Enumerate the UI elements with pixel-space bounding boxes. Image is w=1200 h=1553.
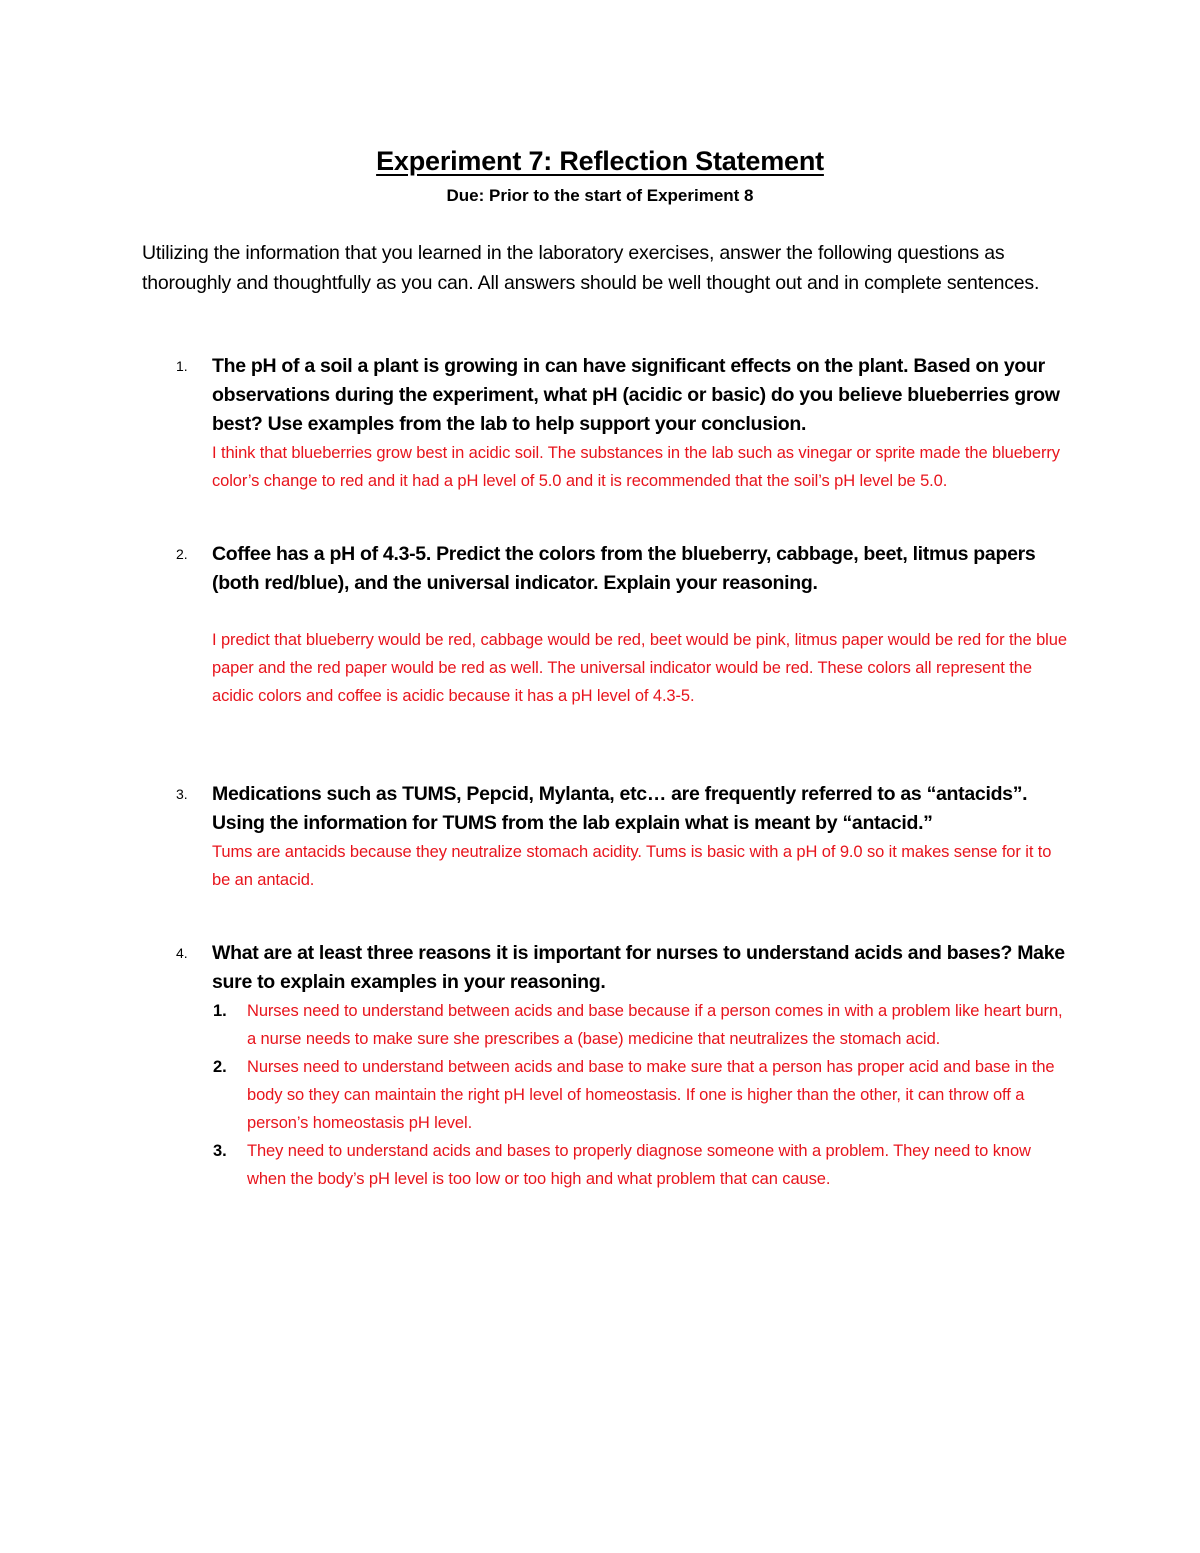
list-item-number: 1. (213, 1002, 227, 1020)
question-number: 3. (176, 786, 188, 802)
document-subtitle: Due: Prior to the start of Experiment 8 (446, 186, 754, 205)
list-item (213, 1137, 1072, 1193)
question-3 (142, 780, 1072, 894)
list-item (213, 1053, 1072, 1137)
question-1 (142, 352, 1072, 495)
document-title: Experiment 7: Reflection Statement (376, 146, 824, 176)
question-text: Medications such as TUMS, Pepcid, Mylanta, etc… are frequently referred to as “antacids”. Using the information for TUMS from the lab explain what is meant by “antacid.” (212, 783, 1028, 834)
question-number: 1. (176, 358, 188, 374)
instructions-paragraph: Utilizing the information that you learned in the laboratory exercises, answer the following questions as thoroughly and thoughtfully as you can. All answers should be well thought out and in complete sentences. (142, 242, 1040, 294)
question-text: What are at least three reasons it is important for nurses to understand acids and bases? Make sure to explain examples in your reasoning. (212, 942, 1065, 993)
list-item-text: Nurses need to understand between acids and base because if a person comes in with a problem like heart burn, a nurse needs to make sure she prescribes a (base) medicine that neutralizes the stomach acid. (247, 1002, 1063, 1048)
question-2 (142, 540, 1072, 710)
answer-text: I think that blueberries grow best in acidic soil. The substances in the lab such as vinegar or sprite made the blueberry color’s change to red and it had a pH level of 5.0 and it is recommended that the soil’s pH level be 5.0. (212, 444, 1060, 490)
answer-text: I predict that blueberry would be red, cabbage would be red, beet would be pink, litmus paper would be red for the blue paper and the red paper would be red as well. The universal indicator would be red. These colors all represent the acidic colors and coffee is acidic because it has a pH level of 4.3-5. (212, 631, 1067, 705)
question-text: The pH of a soil a plant is growing in can have significant effects on the plant. Based on your observations during the experiment, what pH (acidic or basic) do you believe blueberries grow best? Use examples from the lab to help support your conclusion. (212, 355, 1060, 435)
list-item-number: 3. (213, 1142, 227, 1160)
list-item-number: 2. (213, 1058, 227, 1076)
question-text: Coffee has a pH of 4.3-5. Predict the colors from the blueberry, cabbage, beet, litmus papers (both red/blue), and the universal indicator. Explain your reasoning. (212, 543, 1036, 594)
question-number: 4. (176, 945, 188, 961)
answer-list (142, 997, 1072, 1193)
question-number: 2. (176, 546, 188, 562)
list-item (213, 997, 1072, 1053)
answer-text: Tums are antacids because they neutralize stomach acidity. Tums is basic with a pH of 9.0 so it makes sense for it to be an antacid. (212, 843, 1052, 889)
list-item-text: Nurses need to understand between acids and base to make sure that a person has proper acid and base in the body so they can maintain the right pH level of homeostasis. If one is higher than the other, it can throw off a person’s homeostasis pH level. (247, 1058, 1055, 1132)
list-item-text: They need to understand acids and bases to properly diagnose someone with a problem. They need to know when the body’s pH level is too low or too high and what problem that can cause. (247, 1142, 1031, 1188)
question-4 (142, 939, 1072, 1193)
